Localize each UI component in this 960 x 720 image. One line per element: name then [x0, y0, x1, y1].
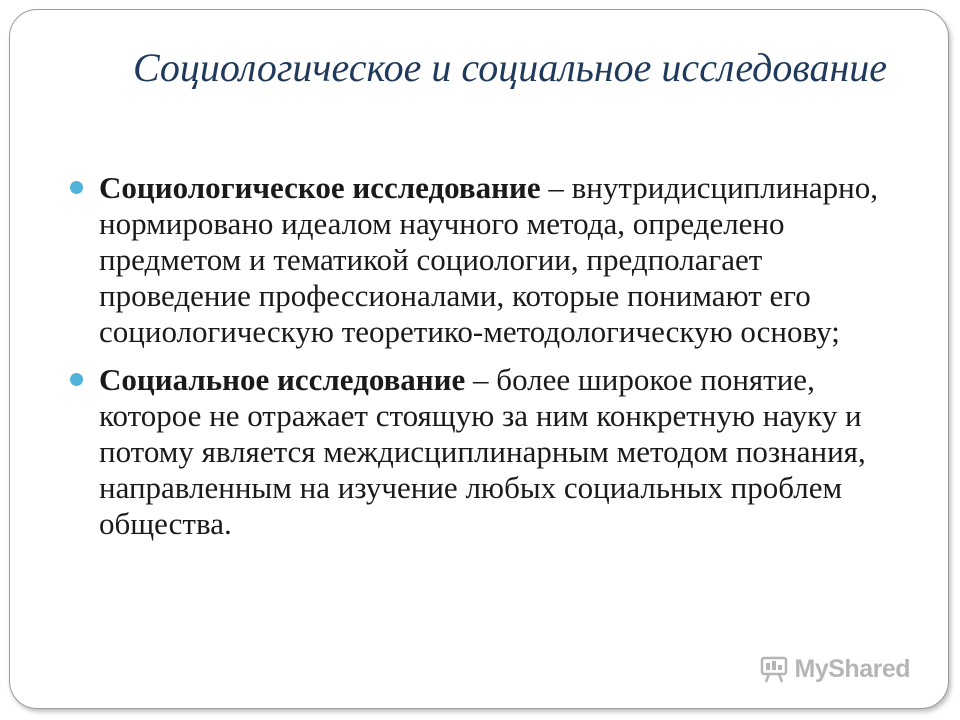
watermark-text: MyShared: [794, 654, 910, 683]
bullet-item-sociological-research: [62, 170, 892, 350]
bullet-list: [62, 170, 892, 554]
bullet-text: – внутридисциплинарно, нормировано идеалом научного метода, определено предметом и тематикой социологии, предполагает проведение профессионалами, которые понимают его социологическую теоретико-методологическую основу;: [99, 170, 879, 349]
bullet-dot-icon: [70, 181, 83, 194]
slide-frame: [9, 9, 949, 709]
bullet-term: Социологическое исследование: [99, 170, 541, 205]
presentation-board-icon: [759, 654, 789, 684]
bullet-text: – более широкое понятие, которое не отражает стоящую за ним конкретную науку и потому является междисциплинарным методом познания, направленным на изучение любых социальных проблем общества.: [99, 362, 866, 541]
slide-title: Социологическое и социальное исследование: [132, 45, 888, 90]
bullet-item-social-research: [62, 362, 892, 542]
watermark: [759, 654, 910, 684]
bullet-term: Социальное исследование: [99, 362, 466, 397]
bullet-dot-icon: [70, 373, 83, 386]
